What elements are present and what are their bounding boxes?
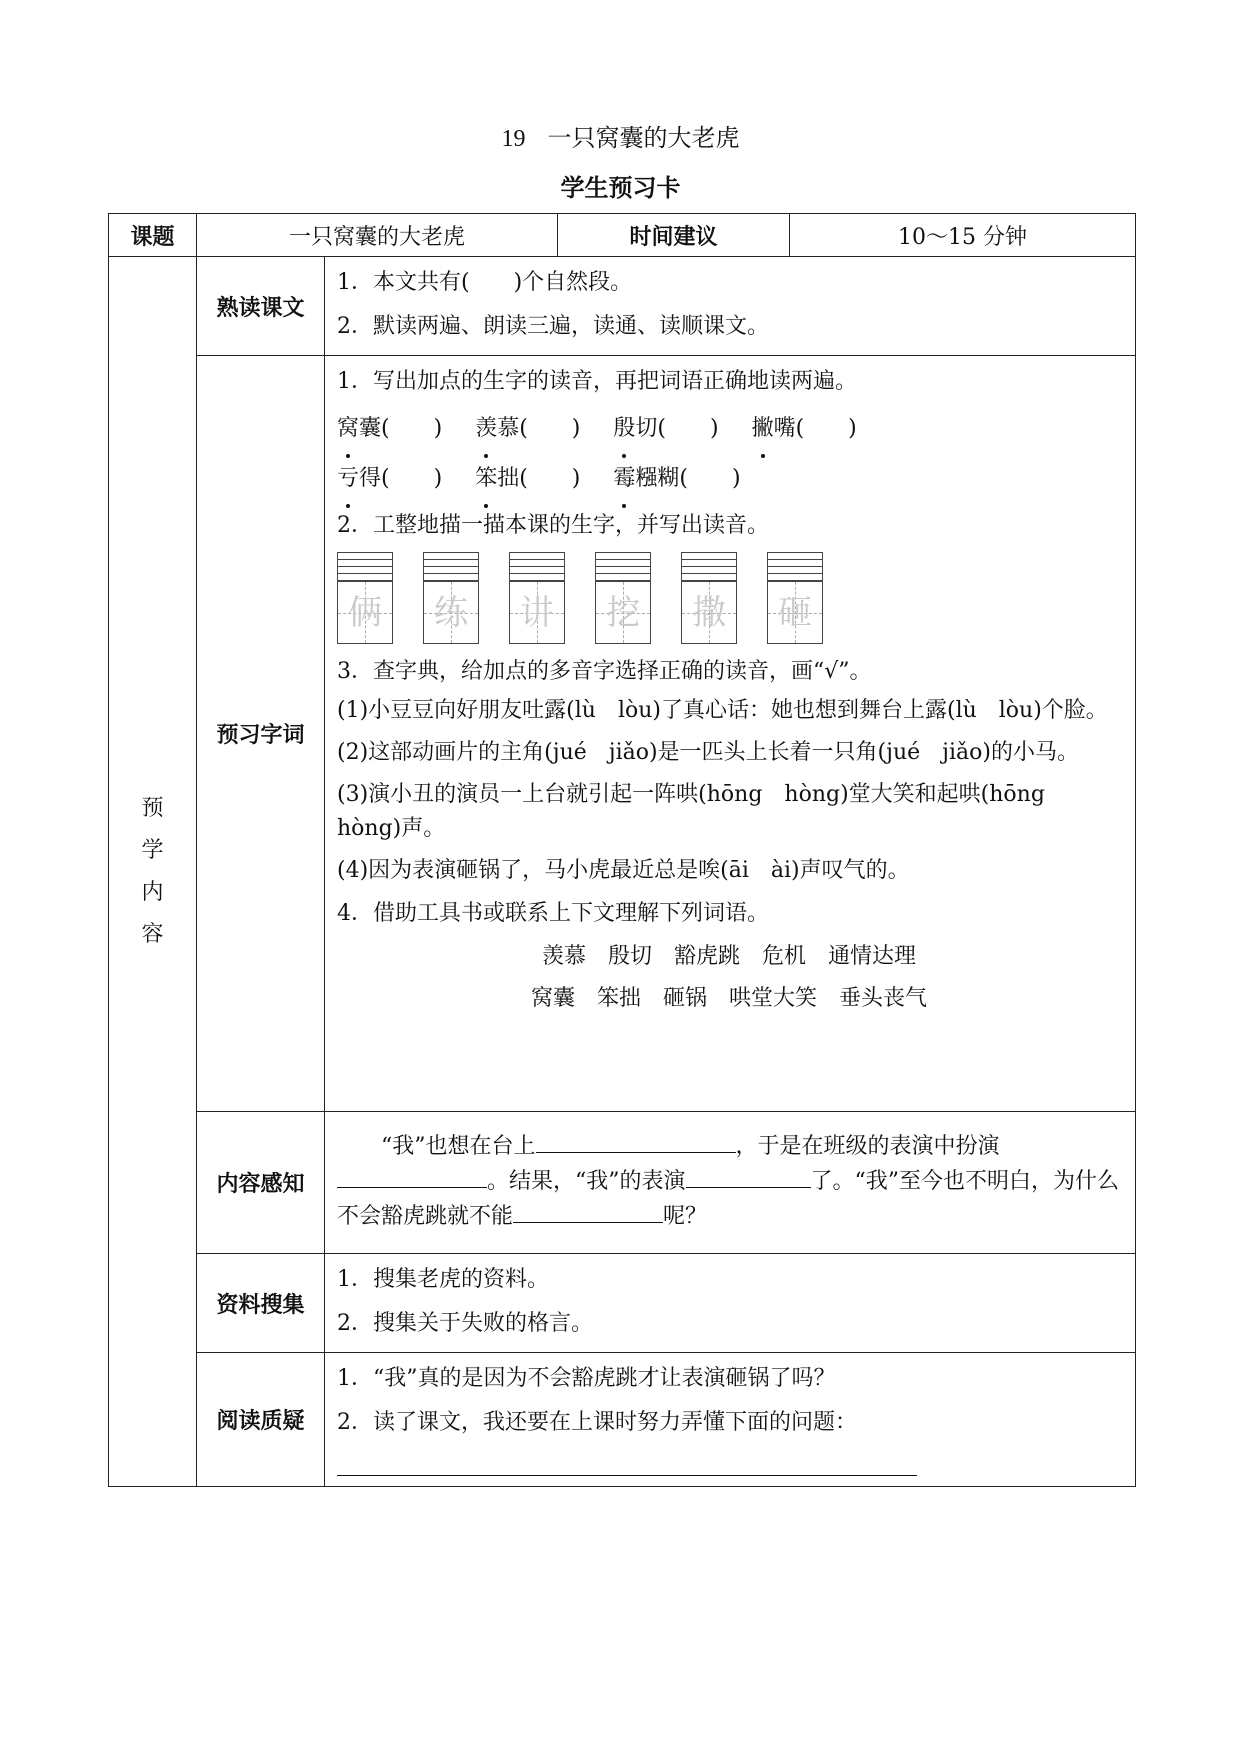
topic-value: 一只窝囊的大老虎 [197,214,558,257]
word-item [613,454,740,504]
q3-item: (1)小豆豆向好朋友吐露(lù lòu)了真心话：她也想到舞台上露(lù lòu)个脸。 [337,698,1108,723]
word-item [613,404,718,454]
side-label-char: 预 [141,795,164,821]
lesson-number: 19 [501,126,526,152]
tracing-box[interactable] [595,552,651,644]
section-label-words: 预习字词 [197,356,325,1112]
fill-blank[interactable] [536,1128,736,1153]
row-collect [109,1254,1136,1353]
collect-item: 1．搜集老虎的资料。 [337,1267,549,1292]
side-label-char: 学 [141,837,164,863]
word-rest: 囊( ) [359,416,443,441]
q3-item: (2)这部动画片的主角(jué jiǎo)是一匹头上长着一只角(jué jiǎo)的小马。 [337,740,1079,765]
dotted-char: 窝 [337,404,359,454]
q3-item: (3)演小丑的演员一上台就引起一阵哄(hōng hòng)堂大笑和起哄(hōng hòng)声。 [337,782,1067,841]
section-label-read: 熟读课文 [197,257,325,356]
section-label-collect: 资料搜集 [197,1254,325,1353]
word-item [752,404,857,454]
row-content [109,1112,1136,1254]
word-item [475,454,580,504]
fill-blank[interactable] [686,1163,811,1188]
answer-line[interactable] [337,1467,917,1476]
content-part: 了。“我”至今也不明白，为什么不会豁虎跳就不能 [337,1169,1119,1229]
fill-blank[interactable] [337,1163,487,1188]
header-row [109,214,1136,257]
tracing-box[interactable] [509,552,565,644]
q3-text: 3．查字典，给加点的多音字选择正确的读音，画“√”。 [337,659,872,684]
q3-item: (4)因为表演砸锅了，马小虎最近总是唉(āi ài)声叹气的。 [337,858,910,883]
tracing-box[interactable] [681,552,737,644]
content-text [337,1128,1121,1233]
word-rest: 慕( ) [497,416,581,441]
dotted-char: 亏 [337,454,359,504]
word-item [475,404,580,454]
content-part: 呢？ [663,1204,708,1229]
word-rest: 嘴( ) [773,416,857,441]
q4-text: 4．借助工具书或联系上下文理解下列词语。 [337,901,769,926]
trace-char: 挖 [606,593,640,633]
word-rest: 糨糊( ) [635,466,741,491]
word-rest: 切( ) [635,416,719,441]
word-rest: 拙( ) [497,466,581,491]
card-subtitle: 学生预习卡 [560,174,681,202]
question-item: 2．读了课文，我还要在上课时努力弄懂下面的问题： [337,1410,857,1435]
read-item: 1．本文共有( )个自然段。 [337,270,633,295]
tracing-grids [337,548,1121,650]
lesson-title [0,118,1241,153]
preview-card-table [108,213,1136,1487]
dotted-char: 笨 [475,454,497,504]
q1-row2 [337,454,1121,504]
section-label-content: 内容感知 [197,1112,325,1254]
time-value: 10～15 分钟 [790,214,1136,257]
q2-text: 2．工整地描一描本课的生字，并写出读音。 [337,513,769,538]
lesson-name: 一只窝囊的大老虎 [547,124,740,152]
trace-char: 砸 [778,593,812,633]
content-part: 。结果，“我”的表演 [487,1169,686,1194]
q4-words-line: 窝囊 笨拙 砸锅 哄堂大笑 垂头丧气 [531,986,928,1011]
trace-char: 俩 [348,593,382,633]
row-words [109,356,1136,1112]
collect-content [325,1254,1136,1353]
question-item: 1．“我”真的是因为不会豁虎跳才让表演砸锅了吗？ [337,1366,836,1391]
trace-char: 练 [434,593,468,633]
collect-item: 2．搜集关于失败的格言。 [337,1311,593,1336]
tracing-box[interactable] [337,552,393,644]
side-label-char: 内 [141,879,164,905]
word-rest: 得( ) [359,466,443,491]
row-question [109,1353,1136,1487]
dotted-char: 霉 [613,454,635,504]
trace-char: 撒 [692,593,726,633]
q1-row1 [337,404,1121,454]
read-content [325,257,1136,356]
q1-text: 1．写出加点的生字的读音，再把词语正确地读两遍。 [337,369,857,394]
content-paragraph [325,1112,1136,1254]
side-label [109,257,197,1487]
tracing-box[interactable] [423,552,479,644]
words-content [325,356,1136,1112]
row-read [109,257,1136,356]
dotted-char: 撇 [752,404,774,454]
word-item [337,454,442,504]
section-label-question: 阅读质疑 [197,1353,325,1487]
content-part: ，于是在班级的表演中扮演 [735,1134,1000,1159]
side-label-char: 容 [141,921,164,947]
label-topic: 课题 [109,214,197,257]
dotted-char: 殷 [613,404,635,454]
dotted-char: 羡 [475,404,497,454]
label-time: 时间建议 [558,214,790,257]
trace-char: 讲 [520,593,554,633]
question-content [325,1353,1136,1487]
content-part: “我”也想在台上 [381,1134,536,1159]
q4-words-line: 羡慕 殷切 豁虎跳 危机 通情达理 [542,944,917,969]
fill-blank[interactable] [513,1198,663,1223]
word-item [337,404,442,454]
tracing-box[interactable] [767,552,823,644]
read-item: 2．默读两遍、朗读三遍，读通、读顺课文。 [337,314,769,339]
